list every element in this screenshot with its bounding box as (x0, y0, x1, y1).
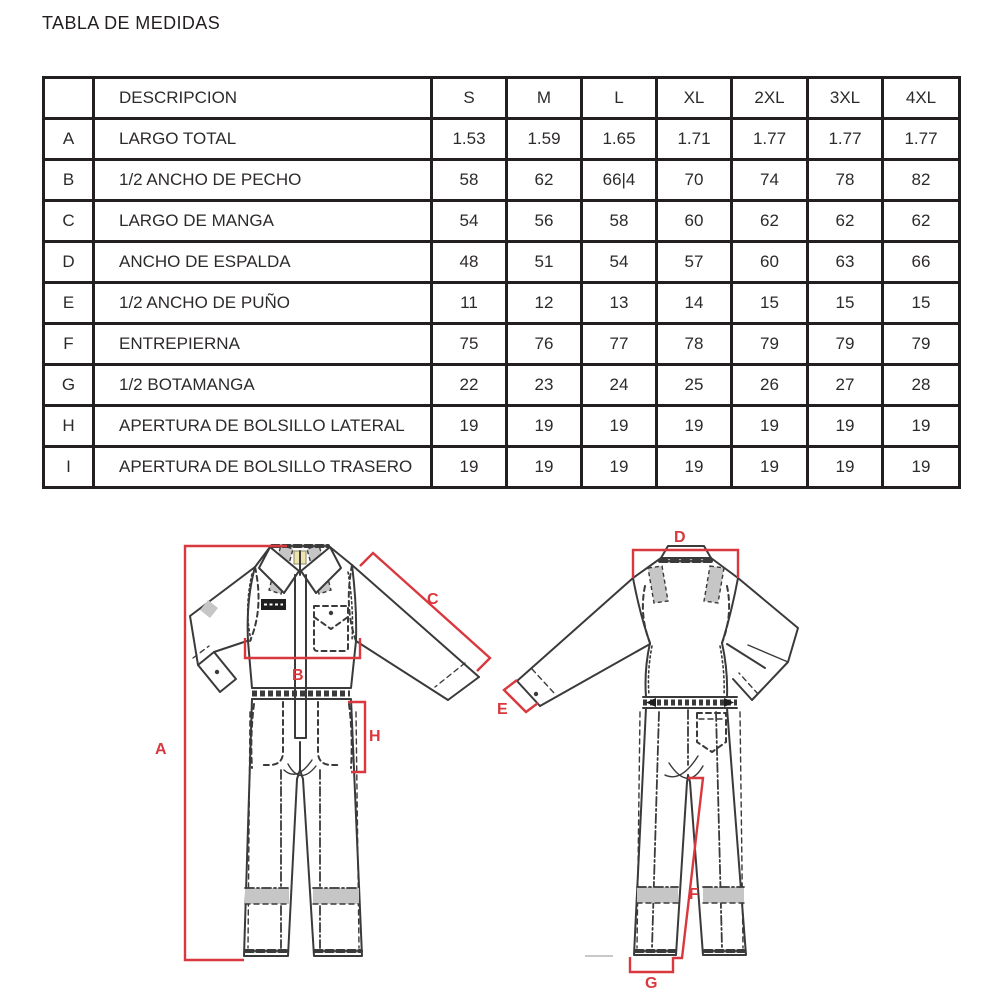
value-cell: 15 (883, 283, 960, 324)
value-cell: 79 (808, 324, 883, 365)
value-cell: 75 (432, 324, 507, 365)
back-annotations (497, 529, 738, 992)
back-shoulder-stripe-right (704, 566, 724, 603)
back-pocket (697, 713, 726, 752)
value-cell: 66|4 (582, 160, 657, 201)
value-cell: 62 (732, 201, 808, 242)
value-cell: 19 (808, 406, 883, 447)
value-cell: 26 (732, 365, 808, 406)
value-cell: 62 (507, 160, 582, 201)
front-waistband (252, 688, 350, 699)
value-cell: 15 (808, 283, 883, 324)
value-cell: 70 (657, 160, 732, 201)
value-cell: 14 (657, 283, 732, 324)
value-cell: 11 (432, 283, 507, 324)
header-size-xl: XL (657, 78, 732, 119)
row-letter-cell: B (44, 160, 94, 201)
description-cell: 1/2 ANCHO DE PECHO (94, 160, 432, 201)
value-cell: 66 (883, 242, 960, 283)
value-cell: 60 (732, 242, 808, 283)
header-descripcion: DESCRIPCION (94, 78, 432, 119)
header-size-m: M (507, 78, 582, 119)
value-cell: 78 (808, 160, 883, 201)
value-cell: 78 (657, 324, 732, 365)
back-waistband (643, 697, 737, 708)
back-left-sleeve (517, 578, 650, 706)
front-knee-bands (245, 888, 361, 951)
front-view-drawing (155, 545, 490, 960)
value-cell: 1.53 (432, 119, 507, 160)
value-cell: 54 (582, 242, 657, 283)
value-cell: 63 (808, 242, 883, 283)
measure-label-B: B (292, 667, 304, 684)
value-cell: 19 (657, 406, 732, 447)
value-cell: 1.65 (582, 119, 657, 160)
back-knee-bands (585, 887, 744, 956)
value-cell: 15 (732, 283, 808, 324)
row-letter-cell: I (44, 447, 94, 488)
measure-label-A: A (155, 741, 167, 758)
chest-label-patch (261, 599, 286, 610)
description-cell: ANCHO DE ESPALDA (94, 242, 432, 283)
chest-pocket (314, 606, 348, 651)
value-cell: 28 (883, 365, 960, 406)
value-cell: 13 (582, 283, 657, 324)
back-view-drawing (497, 529, 798, 992)
value-cell: 19 (582, 406, 657, 447)
description-cell: APERTURA DE BOLSILLO TRASERO (94, 447, 432, 488)
value-cell: 51 (507, 242, 582, 283)
value-cell: 1.77 (732, 119, 808, 160)
measure-label-D: D (674, 529, 686, 546)
value-cell: 56 (507, 201, 582, 242)
value-cell: 62 (883, 201, 960, 242)
sleeve-patch (200, 600, 218, 618)
row-letter-cell: A (44, 119, 94, 160)
header-size-3xl: 3XL (808, 78, 883, 119)
value-cell: 19 (507, 447, 582, 488)
value-cell: 79 (732, 324, 808, 365)
measure-label-E: E (497, 701, 508, 718)
back-torso (633, 558, 738, 697)
value-cell: 57 (657, 242, 732, 283)
value-cell: 25 (657, 365, 732, 406)
front-left-sleeve (190, 567, 255, 692)
value-cell: 76 (507, 324, 582, 365)
value-cell: 27 (808, 365, 883, 406)
value-cell: 54 (432, 201, 507, 242)
row-letter-cell: C (44, 201, 94, 242)
measure-label-F: F (689, 886, 699, 903)
value-cell: 1.77 (808, 119, 883, 160)
measure-label-H: H (369, 728, 381, 745)
value-cell: 58 (432, 160, 507, 201)
measure-line-B (245, 638, 360, 658)
back-right-sleeve (727, 578, 798, 700)
measure-label-C: C (427, 591, 439, 608)
value-cell: 19 (432, 447, 507, 488)
row-letter-cell: F (44, 324, 94, 365)
value-cell: 19 (732, 447, 808, 488)
value-cell: 48 (432, 242, 507, 283)
measure-line-G (630, 957, 673, 972)
value-cell: 82 (883, 160, 960, 201)
value-cell: 58 (582, 201, 657, 242)
measure-label-G: G (645, 975, 658, 992)
value-cell: 22 (432, 365, 507, 406)
header-size-4xl: 4XL (883, 78, 960, 119)
value-cell: 19 (432, 406, 507, 447)
header-size-2xl: 2XL (732, 78, 808, 119)
back-legs (634, 708, 746, 955)
row-letter-cell: H (44, 406, 94, 447)
value-cell: 1.71 (657, 119, 732, 160)
value-cell: 19 (808, 447, 883, 488)
value-cell: 12 (507, 283, 582, 324)
description-cell: 1/2 ANCHO DE PUÑO (94, 283, 432, 324)
row-letter-cell: G (44, 365, 94, 406)
value-cell: 1.59 (507, 119, 582, 160)
value-cell: 19 (657, 447, 732, 488)
value-cell: 74 (732, 160, 808, 201)
back-collar (660, 546, 712, 561)
value-cell: 23 (507, 365, 582, 406)
value-cell: 1.77 (883, 119, 960, 160)
value-cell: 62 (808, 201, 883, 242)
value-cell: 19 (582, 447, 657, 488)
header-size-s: S (432, 78, 507, 119)
page-title: TABLA DE MEDIDAS (42, 13, 221, 33)
value-cell: 79 (883, 324, 960, 365)
description-cell: APERTURA DE BOLSILLO LATERAL (94, 406, 432, 447)
value-cell: 60 (657, 201, 732, 242)
description-cell: LARGO TOTAL (94, 119, 432, 160)
value-cell: 19 (507, 406, 582, 447)
value-cell: 24 (582, 365, 657, 406)
measure-line-C (360, 553, 490, 671)
header-size-l: L (582, 78, 657, 119)
description-cell: ENTREPIERNA (94, 324, 432, 365)
value-cell: 19 (883, 447, 960, 488)
value-cell: 77 (582, 324, 657, 365)
description-cell: 1/2 BOTAMANGA (94, 365, 432, 406)
value-cell: 19 (732, 406, 808, 447)
description-cell: LARGO DE MANGA (94, 201, 432, 242)
row-letter-cell: E (44, 283, 94, 324)
row-letter-cell: D (44, 242, 94, 283)
value-cell: 19 (883, 406, 960, 447)
back-shoulder-stripe-left (648, 566, 668, 603)
